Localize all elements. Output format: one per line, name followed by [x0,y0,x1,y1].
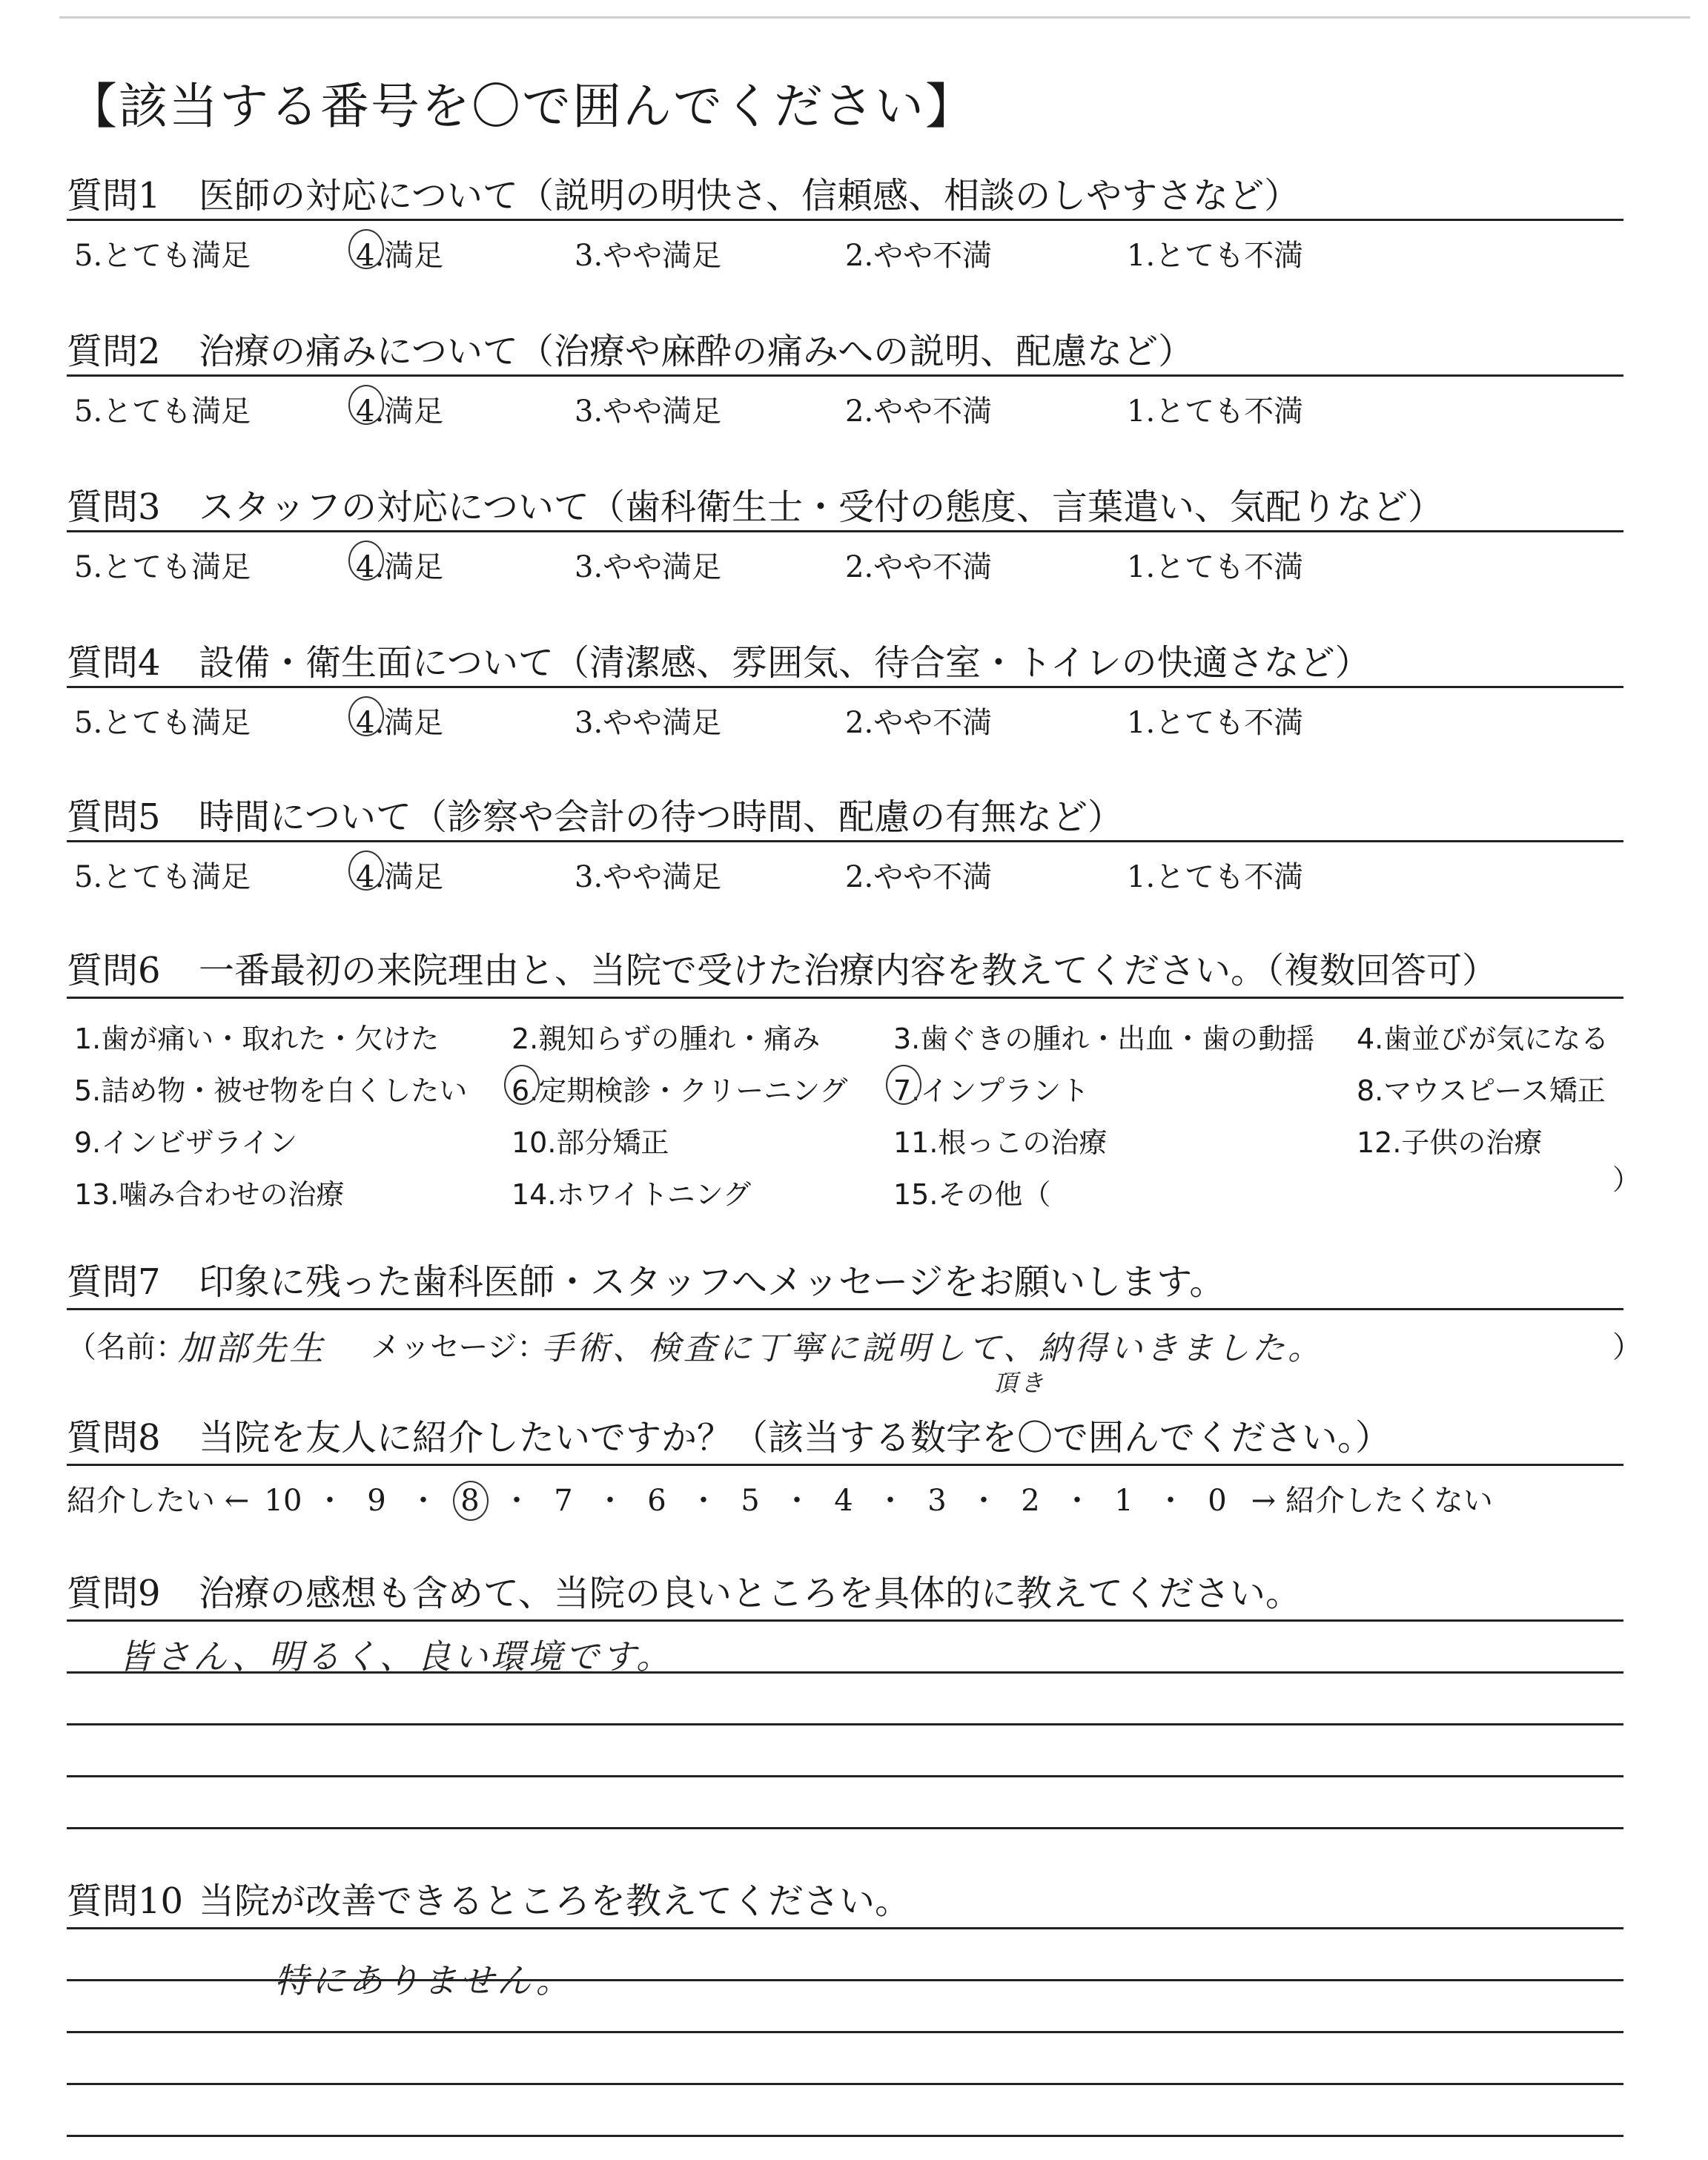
question-4-title: 質問4 設備・衛生面について（清潔感、雰囲気、待合室・トイレの快適さなど） [67,642,1371,684]
rating-option[interactable]: 1.とても不満 [1127,550,1304,584]
treatment-option-selected[interactable]: 6.定期検診・クリーニング [512,1068,848,1109]
treatment-option[interactable]: 11.根っこの治療 [893,1126,1108,1159]
name-answer: 加部先生 [178,1328,326,1368]
treatment-option[interactable]: 9.インビザライン [74,1126,298,1159]
scale-right-label: → 紹介したくない [1251,1484,1493,1518]
treatment-option[interactable]: 4.歯並びが気になる [1357,1023,1609,1055]
rating-option[interactable]: 2.やや不満 [845,706,993,740]
scale-separator: ・ [595,1484,625,1518]
treatment-option[interactable]: 1.歯が痛い・取れた・欠けた [74,1023,440,1055]
message-label: メッセージ： [371,1330,547,1364]
rating-option[interactable]: 5.とても満足 [74,706,251,740]
scale-value[interactable]: 4 [834,1484,853,1518]
question-5-title: 質問5 時間について（診察や会計の待つ時間、配慮の有無など） [67,796,1124,838]
rating-option[interactable]: 3.やや満足 [575,860,722,894]
rating-option[interactable]: 1.とても不満 [1127,239,1304,273]
question-9-title: 質問9 治療の感想も含めて、当院の良いところを具体的に教えてください。 [67,1573,1302,1614]
scale-value-selected[interactable]: 8 [460,1484,480,1518]
rating-option-selected[interactable]: 4.満足 [356,232,443,274]
question-3-rule [67,530,1623,532]
scale-separator: ・ [781,1484,812,1518]
scale-value[interactable]: 5 [741,1484,760,1518]
scale-value[interactable]: 3 [927,1484,947,1518]
scale-value[interactable]: 7 [554,1484,573,1518]
rating-option[interactable]: 2.やや不満 [845,860,993,894]
recommend-scale [67,1477,1493,1519]
question-8-rule [67,1464,1623,1466]
rating-option[interactable]: 2.やや不満 [845,394,993,429]
treatment-option[interactable]: 3.歯ぐきの腫れ・出血・歯の動揺 [893,1023,1315,1055]
scan-edge-line [59,16,1690,19]
rating-option-selected[interactable]: 4.満足 [356,544,443,586]
scale-separator: ・ [314,1484,345,1518]
page-heading: 【該当する番号を〇で囲んでください】 [68,78,976,135]
scale-value[interactable]: 9 [367,1484,386,1518]
treatment-option[interactable]: 5.詰め物・被せ物を白くしたい [74,1074,468,1107]
question-5-rule [67,840,1623,842]
rating-option[interactable]: 3.やや満足 [575,394,722,429]
scale-value[interactable]: 1 [1114,1484,1133,1518]
treatment-option[interactable]: 12.子供の治療 [1357,1126,1543,1159]
rating-option[interactable]: 5.とても満足 [74,860,251,894]
treatment-option[interactable]: 14.ホワイトニング [512,1178,752,1211]
rating-option-selected[interactable]: 4.満足 [356,699,443,742]
question-9-answer: 皆さん、明るく、良い環境です。 [119,1636,674,1677]
rating-option[interactable]: 3.やや満足 [575,550,722,584]
message-answer: 手術、検査に丁寧に説明して、納得いきました。 [541,1330,1324,1367]
treatment-option-selected[interactable]: 7.インプラント [893,1068,1089,1109]
scale-separator: ・ [688,1484,718,1518]
scale-separator: ・ [1155,1484,1185,1518]
message-close-paren: ） [1612,1330,1642,1364]
question-10-answer: 特にありません。 [274,1961,573,2001]
treatment-option[interactable]: 10.部分矯正 [512,1126,669,1159]
rating-option[interactable]: 2.やや不満 [845,239,993,273]
treatment-option[interactable]: 15.その他（ [893,1178,1051,1211]
rating-option[interactable]: 1.とても不満 [1127,860,1304,894]
rating-option[interactable]: 1.とても不満 [1127,394,1304,429]
rating-option[interactable]: 3.やや満足 [575,239,722,273]
scale-value[interactable]: 0 [1208,1484,1227,1518]
rating-option[interactable]: 1.とても不満 [1127,706,1304,740]
treatment-option[interactable]: 13.噛み合わせの治療 [74,1178,345,1211]
scale-value[interactable]: 6 [647,1484,666,1518]
rating-option-selected[interactable]: 4.満足 [356,853,443,896]
question-4-rule [67,686,1623,688]
treatment-option[interactable]: 8.マウスピース矯正 [1357,1074,1606,1107]
scale-separator: ・ [875,1484,905,1518]
question-7-title: 質問7 印象に残った歯科医師・スタッフへメッセージをお願いします。 [67,1261,1225,1303]
scale-separator: ・ [501,1484,532,1518]
question-6-title: 質問6 一番最初の来院理由と、当院で受けた治療内容を教えてください。（複数回答可） [67,950,1498,991]
scale-separator: ・ [968,1484,999,1518]
rating-option[interactable]: 5.とても満足 [74,239,251,273]
question-3-title: 質問3 スタッフの対応について（歯科衛生士・受付の態度、言葉遣い、気配りなど） [67,486,1444,528]
question-8-title: 質問8 当院を友人に紹介したいですか？（該当する数字を〇で囲んでください。） [67,1417,1391,1459]
rating-option[interactable]: 2.やや不満 [845,550,993,584]
other-close-paren: ） [1612,1163,1641,1196]
message-answer-insert: 頂き [993,1369,1047,1397]
scale-left-label: 紹介したい ← [67,1484,250,1518]
scale-separator: ・ [1062,1484,1092,1518]
rating-option[interactable]: 5.とても満足 [74,550,251,584]
rating-option[interactable]: 5.とても満足 [74,394,251,429]
scale-separator: ・ [408,1484,438,1518]
rating-option[interactable]: 3.やや満足 [575,706,722,740]
question-7-rule [67,1308,1623,1310]
rating-option-selected[interactable]: 4.満足 [356,388,443,430]
scale-value[interactable]: 10 [264,1484,302,1518]
question-6-rule [67,997,1623,999]
question-10-title: 質問10 当院が改善できるところを教えてください。 [67,1880,911,1922]
scale-value[interactable]: 2 [1021,1484,1040,1518]
question-2-title: 質問2 治療の痛みについて（治療や麻酔の痛みへの説明、配慮など） [67,331,1194,372]
question-2-rule [67,374,1623,377]
question-1-rule [67,219,1623,221]
question-1-title: 質問1 医師の対応について（説明の明快さ、信頼感、相談のしやすさなど） [67,175,1300,217]
name-label: （名前： [67,1330,185,1364]
treatment-option[interactable]: 2.親知らずの腫れ・痛み [512,1023,821,1055]
